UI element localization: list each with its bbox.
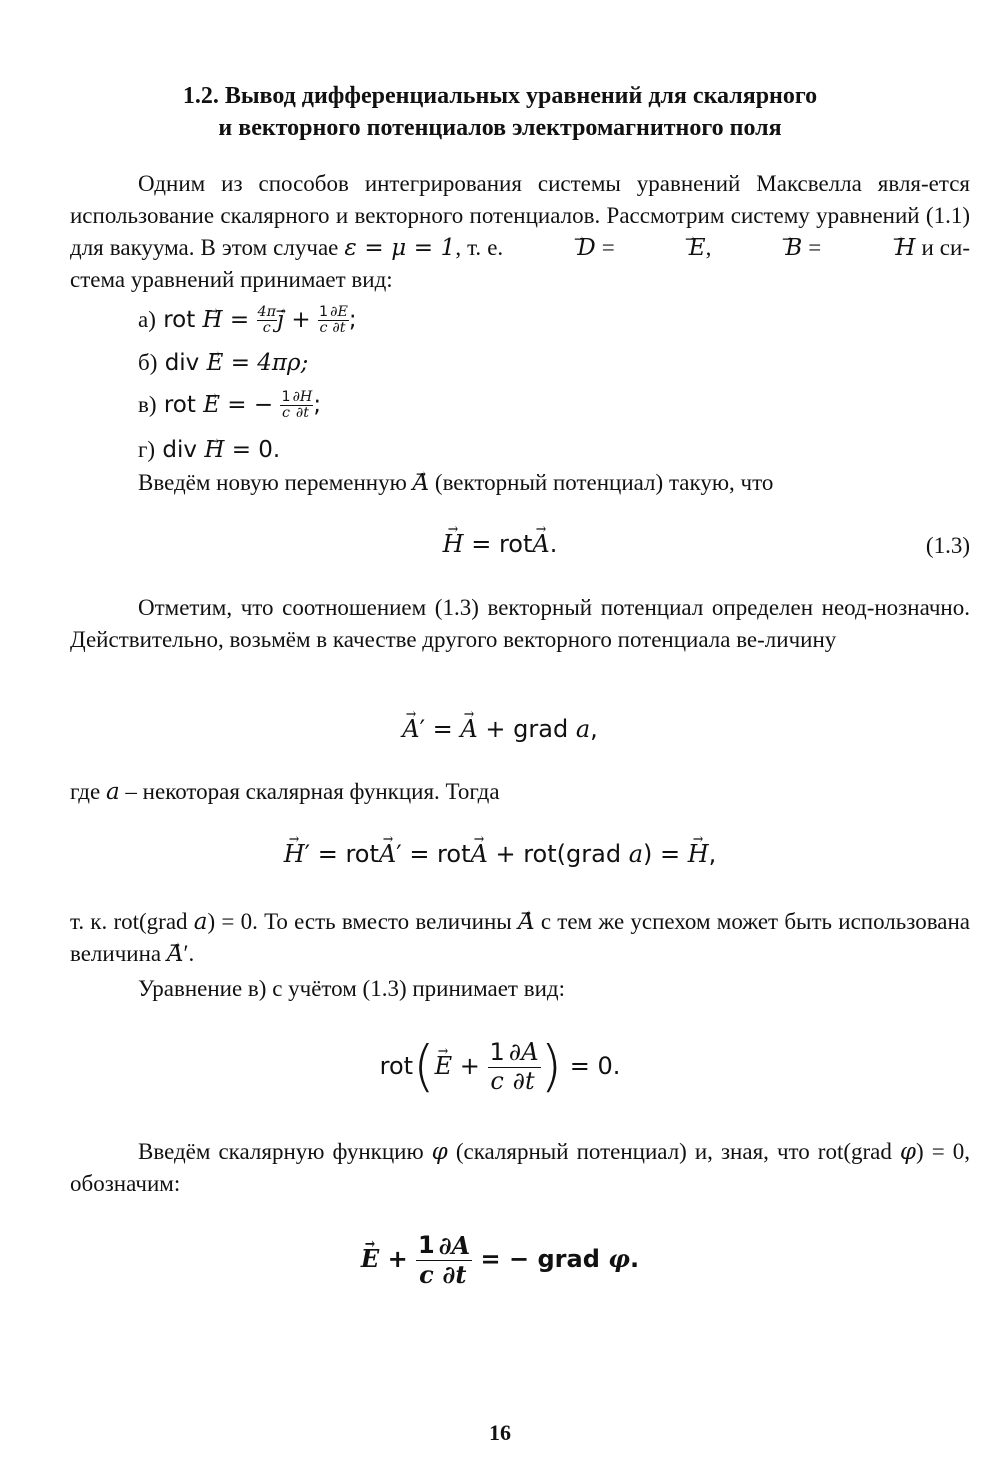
heading-line-2: и векторного потенциалов электромагнитного поля: [218, 115, 782, 141]
equation-c: в) rot E → = − $\frac{1}{c}$ $\frac{\partial H}{\partial t}$ ;: [138, 390, 321, 421]
intro-text-2: , т. е.: [455, 235, 510, 260]
vector-H: H →: [827, 232, 915, 264]
equation-c-intro: Уравнение в) с учётом (1.3) принимает вид:: [138, 976, 565, 1001]
equation-b: б) div E → = 4πρ;: [138, 348, 308, 378]
vector-E: E →: [621, 232, 706, 264]
equation-final: E → + $\frac{1}{c}$ $\frac{\partial A}{\partial t}$ = − grad φ.: [0, 1232, 1000, 1288]
new-variable-line: Введём новую переменную A → (векторный потенциал) такую, что: [138, 467, 968, 499]
equation-number-1-3: (1.3): [925, 533, 970, 558]
scalar-paragraph: Введём скалярную функцию φ (скалярный потенциал) и, зная, что rot(grad φ) = 0, обозначим:: [70, 1139, 970, 1196]
equation-1-3: H → = rotA →.: [0, 530, 1000, 558]
intro-text-1: Одним из способов интегрирования системы уравнений Максвелла явля-ется использование скалярного и векторного потенциалов. Рассмотрим систему уравнений (1.1) для вакуума. В этом случае: [70, 171, 970, 260]
condition-eps-mu: ε = μ = 1: [344, 235, 456, 261]
section-heading: [0, 80, 1000, 144]
equation-a: а) rot H → = $\frac{4\pi}{c}$ j → + $\frac{1}{c}$ $\frac{\partial E}{\partial t}$ ;: [138, 305, 357, 336]
intro-paragraph: Одним из способов интегрирования системы уравнений Максвелла явля-ется использование скалярного и векторного потенциалов. Рассмотрим систему уравнений (1.1) для вакуума. В этом случае ε = μ = 1, т. е. D → = E →, B → = H → и си-стема уравнений принимает вид:: [70, 168, 970, 296]
equation-A-prime: A →′ = A → + grad a,: [0, 715, 1000, 743]
vector-D: D →: [509, 232, 595, 264]
equation-rot-bracket: rot(E → + $\frac{1}{c}$ $\frac{\partial A}{\partial t}$ ) = 0.: [0, 1035, 1000, 1099]
ambiguity-paragraph: Отметим, что соотношением (1.3) векторный потенциал определен неод-нозначно. Действительно, возьмём в качестве другого векторного потенциала ве-личину: [70, 595, 970, 652]
intro-text-3: и си-стема уравнений принимает вид:: [70, 235, 970, 292]
since-paragraph: т. к. rot(grad a) = 0. То есть вместо величины A → с тем же успехом может быть использована величина A →′.: [70, 906, 970, 970]
heading-line-1: 1.2. Вывод дифференциальных уравнений для скалярного: [182, 83, 818, 109]
equation-H-prime: H →′ = rotA →′ = rotA → + rot(grad a) = H →,: [0, 840, 1000, 868]
where-line: где a – некоторая скалярная функция. Тогда: [70, 779, 500, 805]
equation-d: г) div H → = 0.: [138, 435, 280, 465]
page-number: 16: [489, 1420, 511, 1445]
vector-B: B →: [717, 232, 802, 264]
